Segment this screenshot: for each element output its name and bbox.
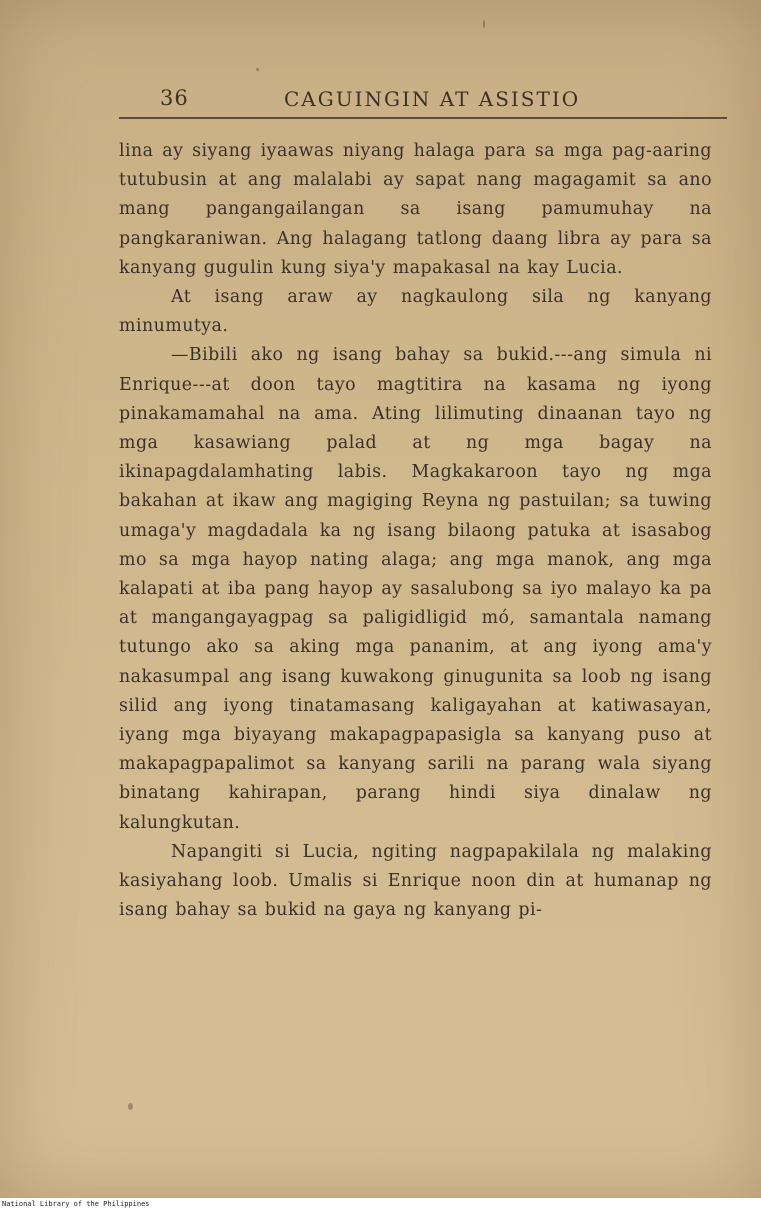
header-rule [119, 117, 727, 119]
running-head: CAGUINGIN AT ASISTIO [284, 87, 581, 111]
page-number: 36 [160, 86, 189, 110]
ink-spot [256, 68, 259, 71]
paragraph-2: At isang araw ay nagkaulong sila ng kanyang minumutya. [119, 287, 712, 337]
paragraph-3: —Bibili ako ng isang bahay sa bukid.---ang simula ni Enrique---at doon tayo magtitira na kasama ng iyong pinakamamahal na ama. Ating lilimuting dinaanan tayo ng mga kasawiang palad at ng mga bagay na ikinapagdalamhating labis. Magkakaroon tayo ng mga bakahan at ikaw ang magiging Reyna ng pastuilan; sa tuwing umaga'y magdadala ka ng isang bilaong patuka at isasabog mo sa mga hayop nating alaga; ang mga manok, ang mga kalapati at iba pang hayop ay sasalubong sa iyo malayo ka pa at mangangayagpag sa paligidligid mó, samantala namang tutungo ako sa aking mga pananim, at ang iyong ama'y nakasumpal ang isang kuwakong ginugunita sa loob ng isang silid ang iyong tinatamasang kaligayahan at katiwasayan, iyang mga biyayang makapagpapasigla sa kanyang puso at makapagpapalimot sa kanyang sarili na parang wala siyang binatang kahirapan, parang hindi siya dinalaw ng kalungkutan. [119, 345, 712, 833]
paragraph-4: Napangiti si Lucia, ngiting nagpapakilala ng malaking kasiyahang loob. Umalis si Enrique noon din at humanap ng isang bahay sa bukid na gaya ng kanyang pi- [119, 841, 712, 921]
ink-spot [128, 1103, 133, 1110]
paragraph-1: lina ay siyang iyaawas niyang halaga para sa mga pag-aaring tutubusin at ang malalabi ay sapat nang magagamit sa ano mang pangangailangan sa isang pamumuhay na pangkaraniwan. Ang halagang tatlong daang libra ay para sa kanyang gugulin kung siya'y mapakasal na kay Lucia. [119, 141, 712, 278]
footer-credit: National Library of the Philippines [2, 1200, 150, 1208]
body-text [119, 137, 712, 925]
ink-spot [483, 20, 485, 28]
page-header [119, 86, 725, 116]
